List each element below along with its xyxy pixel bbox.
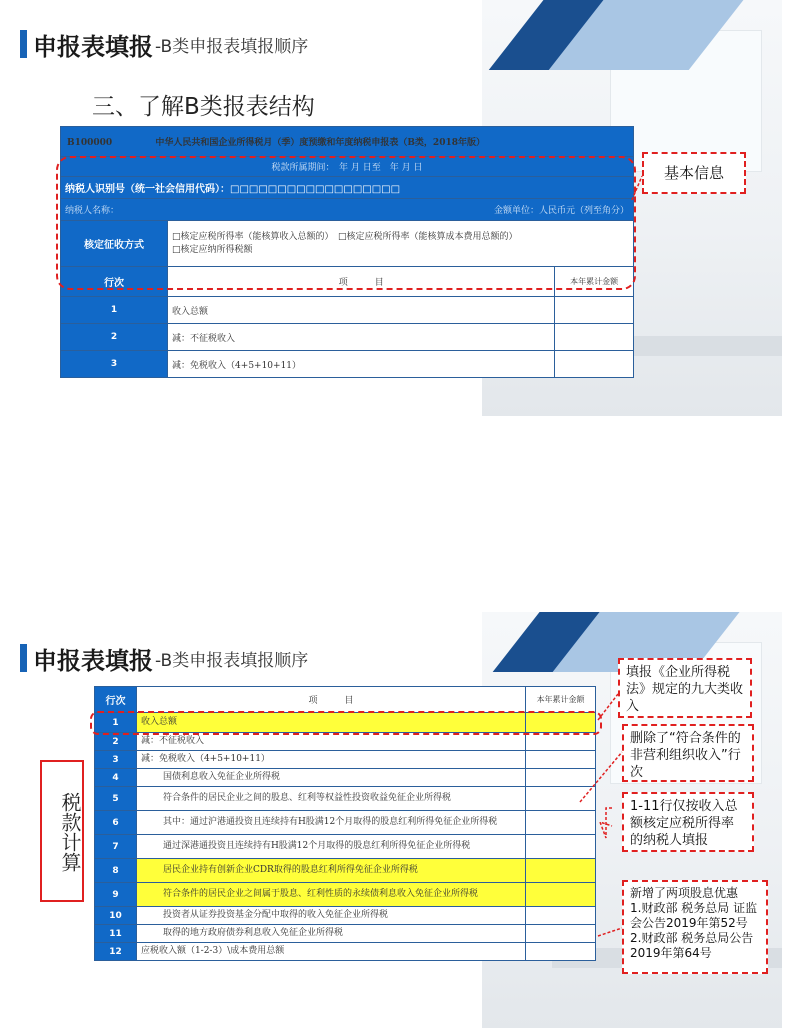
col-value-header: 本年累计金额 <box>555 267 634 297</box>
taxpayer-id: 纳税人识别号（统一社会信用代码）：□□□□□□□□□□□□□□□□□□ <box>61 177 634 199</box>
row-number: 3 <box>95 751 137 769</box>
row-item: 减：不征税收入 <box>136 733 525 751</box>
taxpayer-name: 纳税人名称： <box>65 206 120 216</box>
amount-unit: 金额单位：人民币元（列至角分） <box>493 206 629 216</box>
col-item-header: 项 目 <box>136 687 525 713</box>
row-number: 5 <box>95 787 137 811</box>
row-number: 11 <box>95 925 137 943</box>
callout-new-dividend: 新增了两项股息优惠 1.财政部 税务总局 证监会公告2019年第52号 2.财政部 税务总局公告2019年第64号 <box>622 880 768 974</box>
row-number: 7 <box>95 835 137 859</box>
title-sub: -B类申报表填报顺序 <box>155 650 309 671</box>
callout-deleted-row: 删除了“符合条件的非营利组织收入”行次 <box>622 724 754 782</box>
title-main: 申报表填报 <box>33 32 153 61</box>
row-number: 2 <box>95 733 137 751</box>
callout-nine-income: 填报《企业所得税法》规定的九大类收入 <box>618 658 752 718</box>
period-line: 税款所属期间： 年 月 日至 年 月 日 <box>61 157 634 177</box>
slide-1 <box>0 0 782 416</box>
row-item: 减：免税收入（4+5+10+11） <box>168 351 555 378</box>
row-item: 收入总额 <box>136 713 525 733</box>
callout-rows-1-11: 1-11行仅按收入总额核定应税所得率的纳税人填报 <box>622 792 754 852</box>
connector-lines <box>0 0 782 416</box>
col-item-header: 项 目 <box>168 267 555 297</box>
row-number: 3 <box>61 351 168 378</box>
row-number: 2 <box>61 324 168 351</box>
form-code: B100000 <box>67 138 113 148</box>
row-number: 1 <box>95 713 137 733</box>
title-sub: -B类申报表填报顺序 <box>155 36 309 57</box>
row-item: 减：免税收入（4+5+10+11） <box>136 751 525 769</box>
row-item: 减：不征税收入 <box>168 324 555 351</box>
row-number: 1 <box>61 297 168 324</box>
col-row-header: 行次 <box>61 267 168 297</box>
row-item: 投资者从证券投资基金分配中取得的收入免征企业所得税 <box>136 907 525 925</box>
row-item: 取得的地方政府债券利息收入免征企业所得税 <box>136 925 525 943</box>
tax-calc-label: 税款计算 <box>58 792 82 872</box>
connector-lines <box>0 612 782 1028</box>
row-number: 12 <box>95 943 137 961</box>
row-number: 4 <box>95 769 137 787</box>
section-subtitle: 三、了解B类报表结构 <box>92 94 315 120</box>
row-item: 国债利息收入免征企业所得税 <box>136 769 525 787</box>
method-label: 核定征收方式 <box>61 221 168 267</box>
col-value-header: 本年累计金额 <box>526 687 596 713</box>
method-options: □核定应税所得率（能核算收入总额的） □核定应税所得率（能核算成本费用总额的） □核定应纳所得税额 <box>168 221 634 267</box>
row-item: 通过深港通投资且连续持有H股满12个月取得的股息红利所得免征企业所得税 <box>136 835 525 859</box>
row-item: 应税收入额（1-2-3）\成本费用总额 <box>136 943 525 961</box>
slide-2 <box>0 612 782 1028</box>
row-item: 居民企业持有创新企业CDR取得的股息红利所得免征企业所得税 <box>136 859 525 883</box>
row-item: 符合条件的居民企业之间的股息、红利等权益性投资收益免征企业所得税 <box>136 787 525 811</box>
row-item: 其中：通过沪港通投资且连续持有H股满12个月取得的股息红利所得免征企业所得税 <box>136 811 525 835</box>
row-number: 6 <box>95 811 137 835</box>
form-title: 中华人民共和国企业所得税月（季）度预缴和年度纳税申报表（B类，2018年版） <box>155 138 485 148</box>
col-row-header: 行次 <box>95 687 137 713</box>
row-item: 符合条件的居民企业之间属于股息、红利性质的永续债利息收入免征企业所得税 <box>136 883 525 907</box>
row-item: 收入总额 <box>168 297 555 324</box>
title-main: 申报表填报 <box>33 646 153 675</box>
row-number: 8 <box>95 859 137 883</box>
callout-basic-info: 基本信息 <box>642 152 746 194</box>
row-number: 9 <box>95 883 137 907</box>
row-number: 10 <box>95 907 137 925</box>
